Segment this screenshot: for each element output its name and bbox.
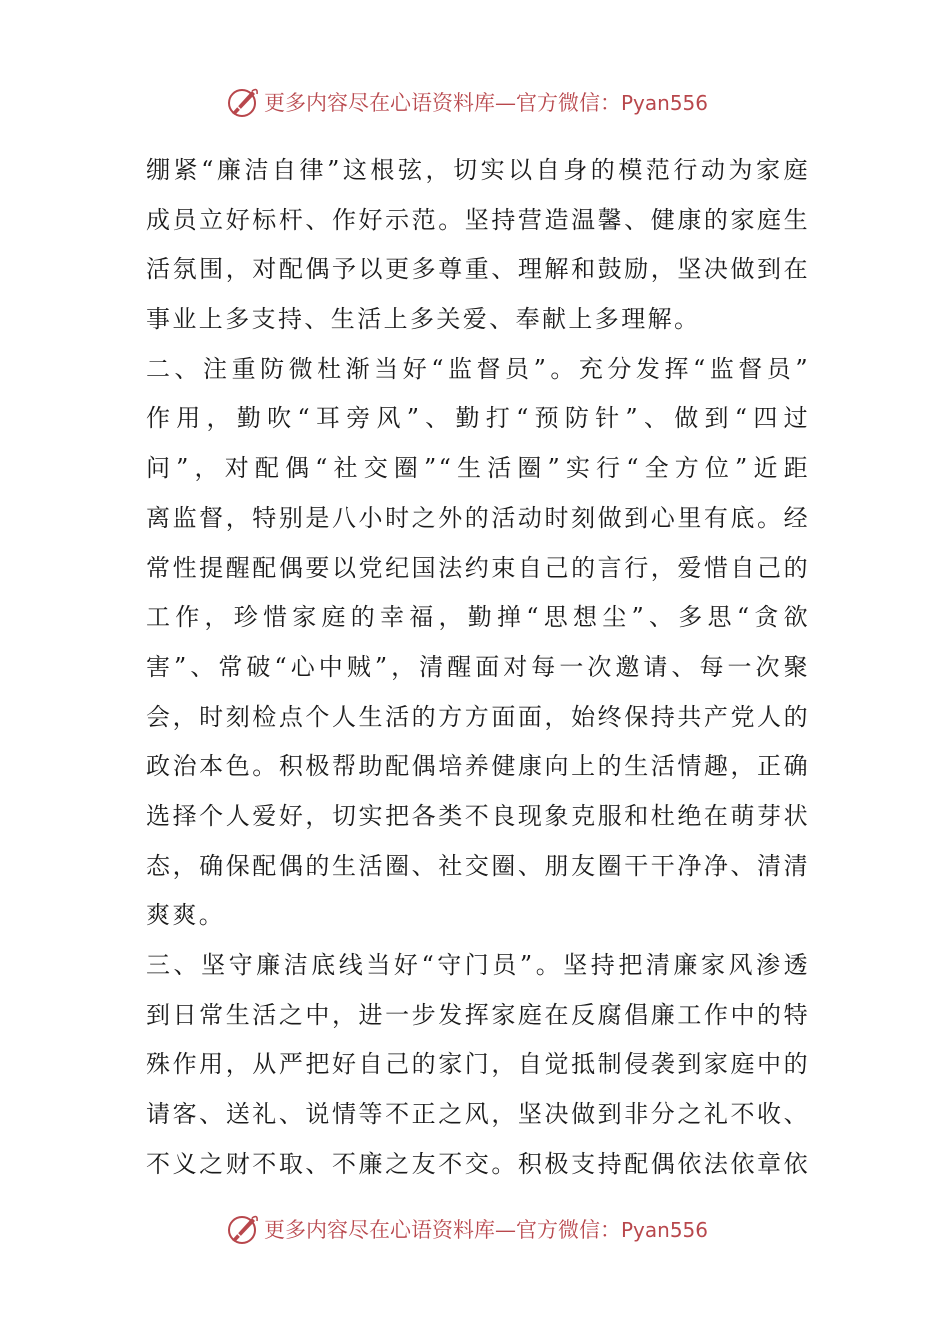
text-line: 害”、常破“心中贼”，清醒面对每一次邀请、每一次聚 (146, 652, 810, 681)
text-line: 态，确保配偶的生活圈、社交圈、朋友圈干干净净、清清 (146, 851, 810, 880)
text-line: 三、坚守廉洁底线当好“守门员”。坚持把清廉家风渗透 (146, 951, 810, 979)
watermark-text-cn: 更多内容尽在心语资料库—官方微信： (263, 91, 621, 115)
text-line: 到日常生活之中，进一步发挥家庭在反腐倡廉工作中的特 (146, 1000, 810, 1029)
text-line: 绷紧“廉洁自律”这根弦，切实以自身的模范行动为家庭 (146, 156, 810, 184)
text-line: 二、注重防微杜渐当好“监督员”。充分发挥“监督员” (146, 354, 810, 383)
text-line: 会，时刻检点个人生活的方方面面，始终保持共产党人的 (146, 702, 810, 731)
text-line: 活氛围，对配偶予以更多尊重、理解和鼓励，坚决做到在 (146, 255, 810, 284)
text-line: 工作，珍惜家庭的幸福，勤掸“思想尘”、多思“贪欲 (146, 603, 810, 632)
text-line: 常性提醒配偶要以党纪国法约束自己的言行，爱惜自己的 (146, 553, 810, 582)
text-line: 选择个人爱好，切实把各类不良现象克服和杜绝在萌芽状 (146, 801, 810, 830)
text-line: 爽爽。 (146, 901, 226, 930)
text-line: 成员立好标杆、作好示范。坚持营造温馨、健康的家庭生 (146, 205, 810, 234)
quill-pen-logo-icon (226, 85, 260, 119)
watermark-group (226, 1212, 708, 1246)
header-watermark (0, 82, 950, 122)
text-line: 不义之财不取、不廉之友不交。积极支持配偶依法依章依 (146, 1149, 810, 1178)
watermark-text (264, 87, 708, 117)
watermark-text (264, 1214, 708, 1244)
text-line: 殊作用，从严把好自己的家门，自觉抵制侵袭到家庭中的 (146, 1050, 810, 1079)
watermark-wechat-id: Pyan556 (620, 91, 708, 115)
quill-pen-logo-icon (226, 1212, 260, 1246)
text-line: 离监督，特别是八小时之外的活动时刻做到心里有底。经 (146, 503, 810, 532)
document-body (146, 146, 810, 1189)
watermark-group (226, 85, 708, 119)
text-line: 政治本色。积极帮助配偶培养健康向上的生活情趣，正确 (146, 752, 810, 781)
watermark-wechat-id: Pyan556 (620, 1218, 708, 1242)
watermark-text-cn: 更多内容尽在心语资料库—官方微信： (263, 1218, 621, 1242)
text-line: 请客、送礼、说情等不正之风，坚决做到非分之礼不收、 (146, 1100, 810, 1129)
text-line: 作用，勤吹“耳旁风”、勤打“预防针”、做到“四过 (146, 404, 810, 433)
footer-watermark (0, 1209, 950, 1249)
text-line: 问”，对配偶“社交圈”“生活圈”实行“全方位”近距 (146, 454, 810, 483)
text-line: 事业上多支持、生活上多关爱、奉献上多理解。 (146, 305, 701, 334)
